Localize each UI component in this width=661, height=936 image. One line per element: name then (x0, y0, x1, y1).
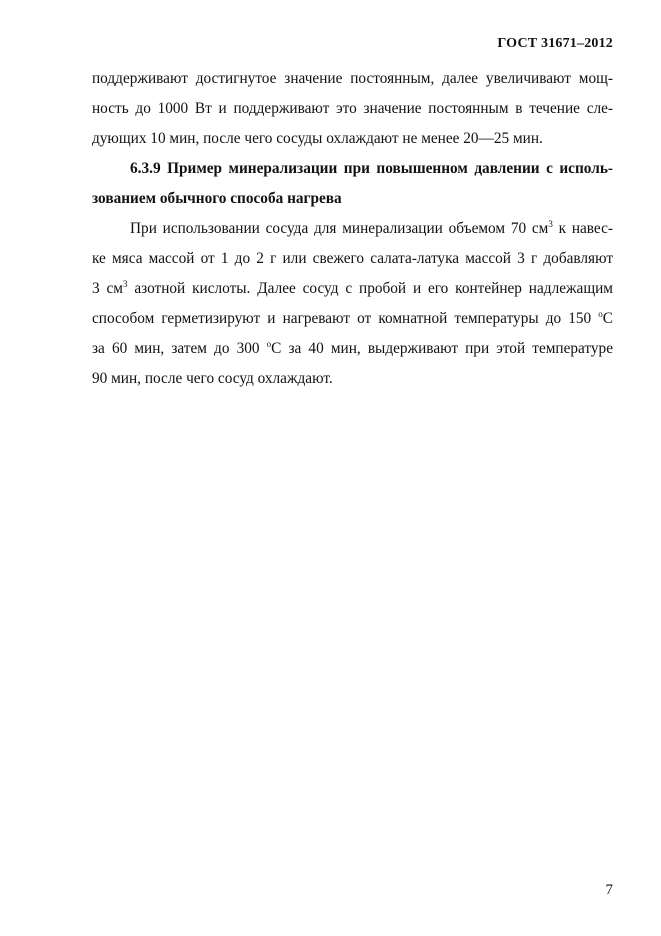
text-line: ке мяса массой от 1 до 2 г или свежего салата-латука массой 3 г добавляют (92, 250, 613, 267)
paragraph-continuation (92, 64, 613, 154)
page-number: 7 (605, 882, 613, 898)
text-line: способом герметизируют и нагревают от комнатной температуры до 150 $^о$С (92, 309, 613, 327)
text-line: 3 $см^3$ азотной кислоты. Далее сосуд с пробой и его контейнер надлежащим (92, 279, 613, 297)
superscript: 3 (548, 219, 553, 229)
heading-line: 6.3.9 Пример минерализации при повышенном давлении с исполь- (130, 160, 613, 177)
text-line: поддерживают достигнутое значение постоянным, далее увеличивают мощ- (92, 70, 613, 87)
page-body (92, 64, 613, 394)
document-code: ГОСТ 31671–2012 (497, 36, 613, 51)
degree-superscript: о (266, 339, 272, 349)
text-line: за 60 мин, затем до 300 $^о$С за 40 мин, выдерживают при этой температуре (92, 339, 613, 357)
degree-superscript: о (598, 309, 603, 319)
text-line: ность до 1000 Вт и поддерживают это значение постоянным в течение сле- (92, 100, 613, 117)
section-heading (92, 154, 613, 214)
superscript: 3 (122, 279, 128, 289)
paragraph-procedure (92, 214, 613, 394)
heading-line: зованием обычного способа нагрева (92, 190, 342, 207)
text-line: 90 мин, после чего сосуд охлаждают. (92, 370, 333, 387)
text-line: дующих 10 мин, после чего сосуды охлаждают не менее 20—25 мин. (92, 130, 543, 147)
text-line: При использовании сосуда для минерализации объемом 70 $см^3$ к навес- (130, 219, 613, 237)
